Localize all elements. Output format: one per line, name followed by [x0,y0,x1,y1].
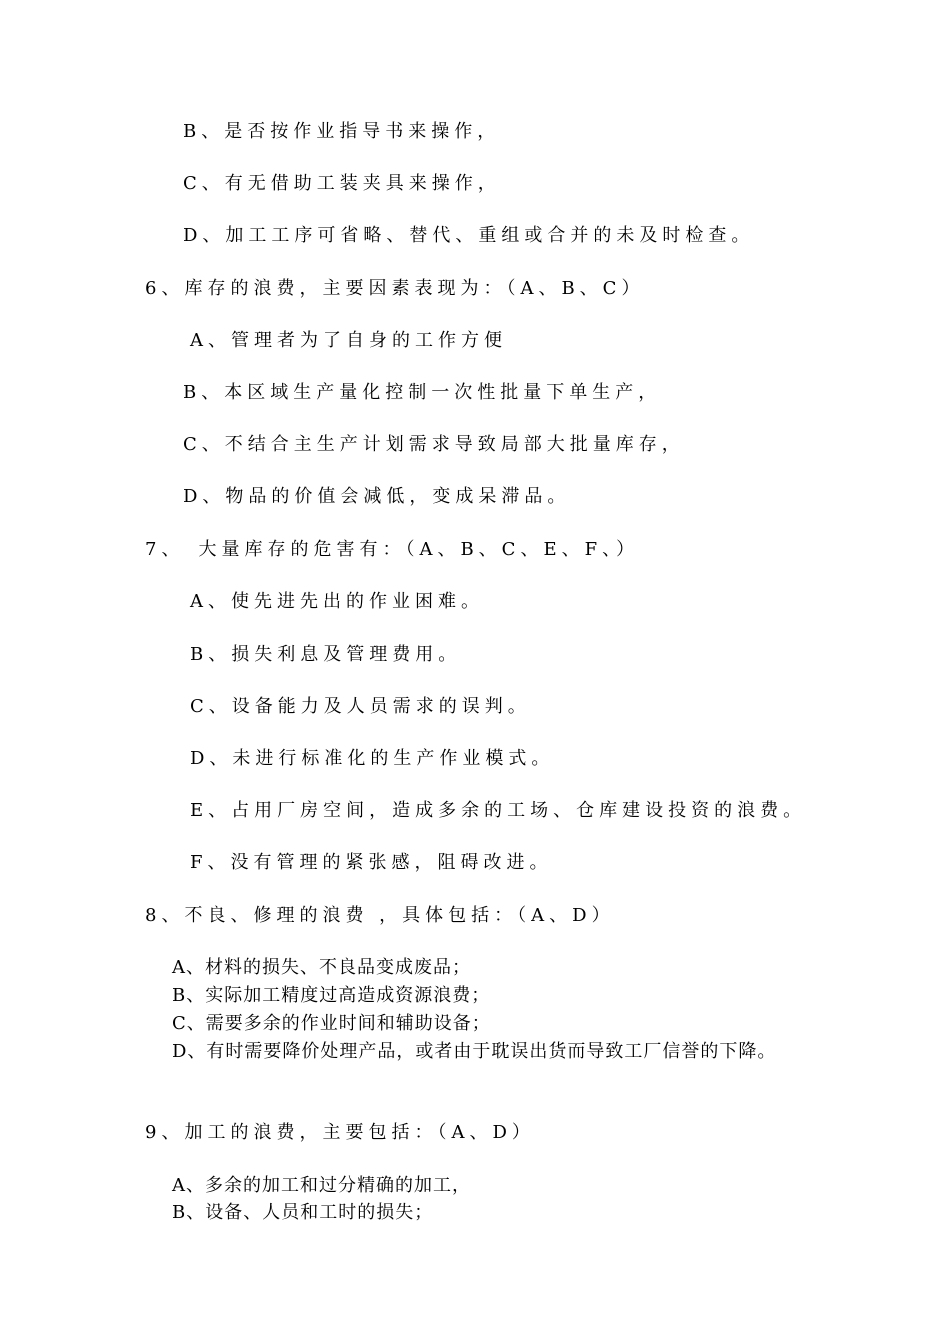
q7-option-e: E、占用厂房空间，造成多余的工场、仓库建设投资的浪费。 [190,800,807,821]
q7-option-b: B、损失利息及管理费用。 [190,644,462,665]
q9-option-a: A、多余的加工和过分精确的加工， [172,1175,471,1196]
q7-option-f: F、没有管理的紧张感，阻碍改进。 [190,852,553,873]
q5-option-c: C、有无借助工装夹具来操作， [183,173,501,194]
q5-option-d: D、加工工序可省略、替代、重组或合并的未及时检查。 [183,225,755,246]
q7-option-a: A、使先进先出的作业困难。 [190,591,484,612]
q7-option-d: D、未进行标准化的生产作业模式。 [190,748,555,769]
q7-question: 7、 大量库存的危害有：（A、B、C、E、F、） [145,539,640,560]
q6-option-d: D、物品的价值会减低，变成呆滞品。 [183,486,571,507]
q6-question: 6、库存的浪费，主要因素表现为：（A、B、C） [145,278,645,299]
q9-option-b: B、设备、人员和工时的损失； [172,1202,434,1223]
q8-option-d: D、有时需要降价处理产品，或者由于耽误出货而导致工厂信誉的下降。 [172,1041,777,1062]
q8-question: 8、不良、修理的浪费 ，具体包括：（A、D） [145,905,615,926]
q6-option-c: C、不结合主生产计划需求导致局部大批量库存， [183,434,685,455]
q8-option-a: A、材料的损失、不良品变成废品； [172,957,471,978]
q9-question: 9、加工的浪费，主要包括：（A、D） [145,1122,535,1143]
q6-option-b: B、本区域生产量化控制一次性批量下单生产， [183,382,662,403]
q6-option-a: A、管理者为了自身的工作方便 [190,330,507,351]
q5-option-b: B、是否按作业指导书来操作， [183,121,501,142]
q7-option-c: C、设备能力及人员需求的误判。 [190,696,531,717]
q8-option-b: B、实际加工精度过高造成资源浪费； [172,985,491,1006]
q8-option-c: C、需要多余的作业时间和辅助设备； [172,1013,491,1034]
